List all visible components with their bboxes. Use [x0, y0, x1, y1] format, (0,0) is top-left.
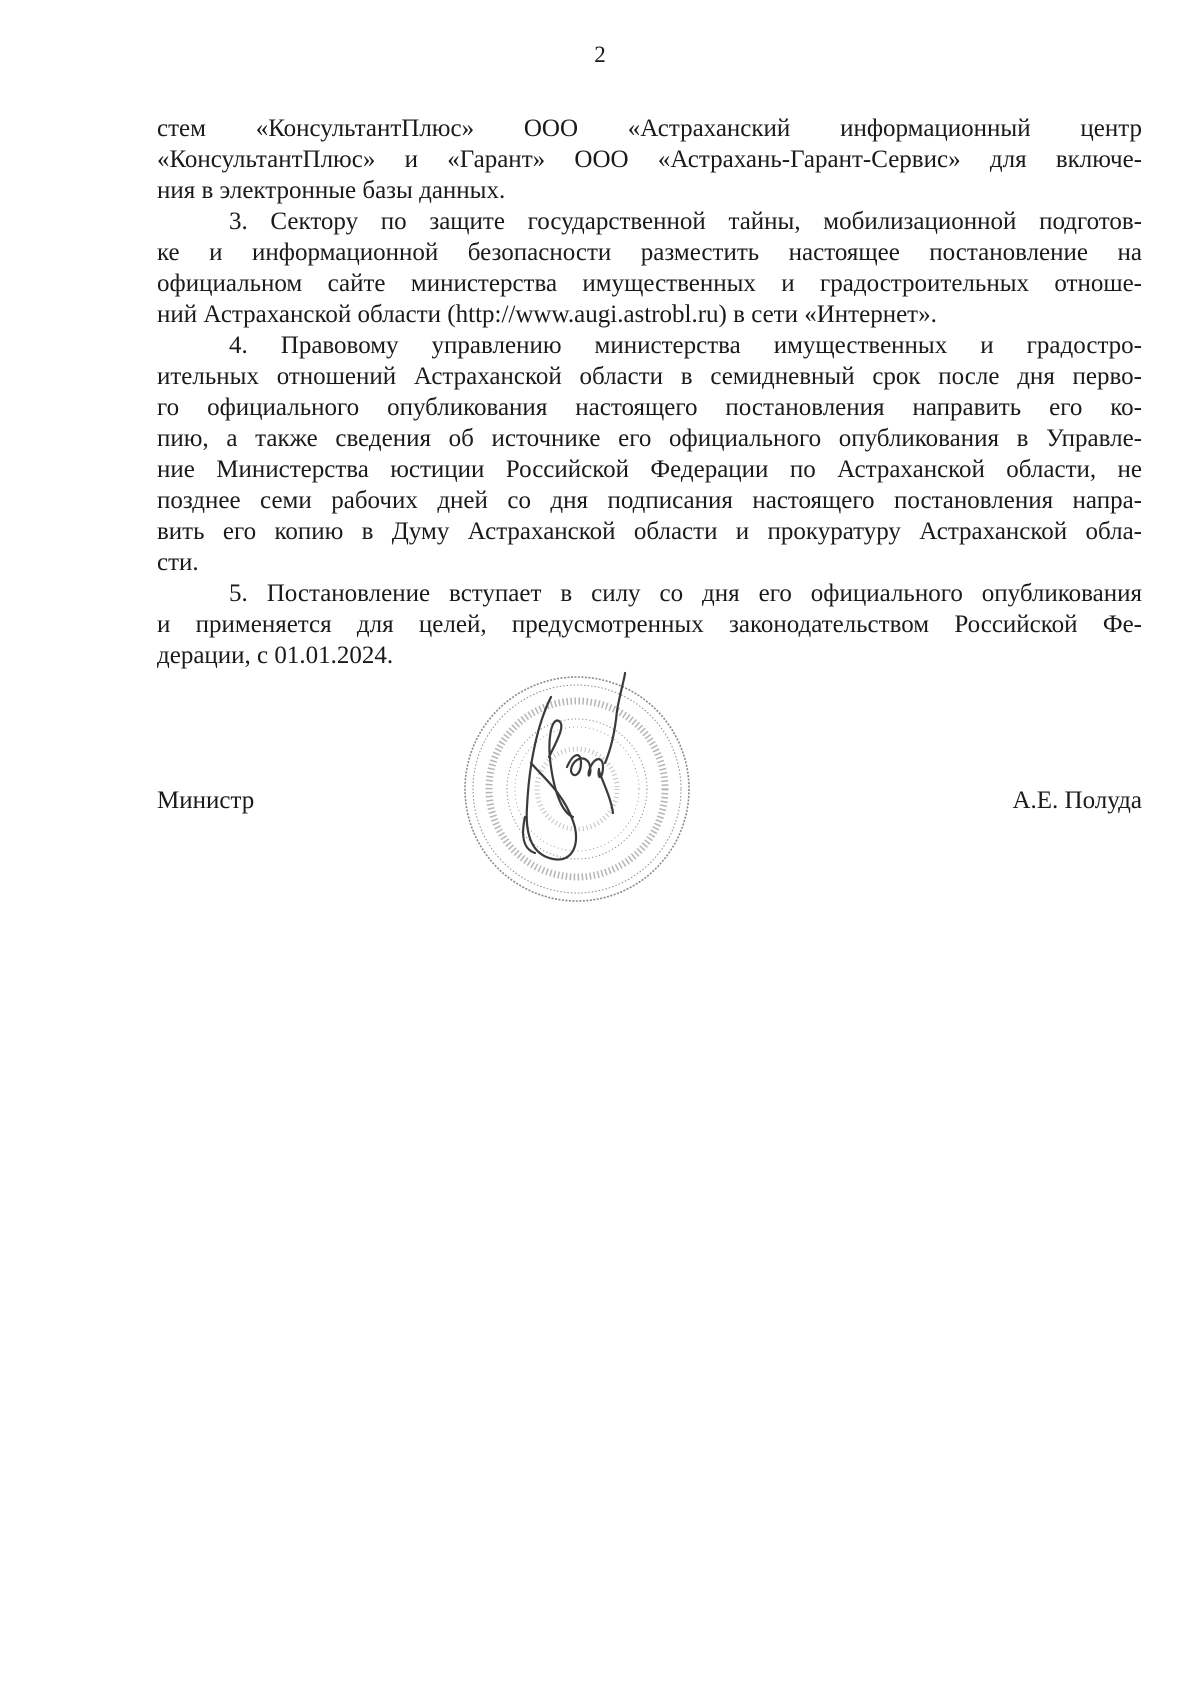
- signature-block: [157, 785, 1142, 825]
- page-number: 2: [594, 42, 606, 67]
- text-line: 3. Сектору по защите государственной тайны, мобилизационной подготов-: [229, 208, 1142, 235]
- text-line: «КонсультантПлюс» и «Гарант» ООО «Астрахань-Гарант-Сервис» для включе-: [157, 146, 1142, 173]
- text-line: вить его копию в Думу Астраханской области и прокуратуру Астраханской обла-: [157, 518, 1142, 545]
- text-line: 4. Правовому управлению министерства имущественных и градостро-: [229, 332, 1142, 359]
- signature-scribble: [523, 673, 625, 860]
- text-line: стем «КонсультантПлюс» ООО «Астраханский информационный центр: [157, 115, 1142, 142]
- paragraph-4: [157, 330, 1142, 578]
- text-line: ке и информационной безопасности разместить настоящее постановление на: [157, 239, 1142, 266]
- text-line: сти.: [157, 549, 199, 576]
- signatory-position: Министр: [157, 787, 255, 814]
- paragraph-continuation: [157, 113, 1142, 206]
- text-line: го официального опубликования настоящего постановления направить его ко-: [157, 394, 1142, 421]
- text-line: дерации, с 01.01.2024.: [157, 642, 394, 669]
- paragraph-5: [157, 578, 1142, 671]
- text-line: ний Астраханской области (http://www.augi.astrobl.ru) в сети «Интернет».: [157, 301, 937, 328]
- text-line: ния в электронные базы данных.: [157, 177, 506, 204]
- paragraph-3: [157, 206, 1142, 330]
- signatory-name: А.Е. Полуда: [1012, 787, 1142, 814]
- text-line: ительных отношений Астраханской области в семидневный срок после дня перво-: [157, 363, 1142, 390]
- text-line: 5. Постановление вступает в силу со дня его официального опубликования: [229, 580, 1142, 607]
- text-line: пию, а также сведения об источнике его официального опубликования в Управле-: [157, 425, 1142, 452]
- text-line: официальном сайте министерства имущественных и градостроительных отноше-: [157, 270, 1142, 297]
- document-body: [157, 113, 1142, 671]
- text-line: и применяется для целей, предусмотренных законодательством Российской Фе-: [157, 611, 1142, 638]
- text-line: ние Министерства юстиции Российской Федерации по Астраханской области, не: [157, 456, 1142, 483]
- text-line: позднее семи рабочих дней со дня подписания настоящего постановления напра-: [157, 487, 1142, 514]
